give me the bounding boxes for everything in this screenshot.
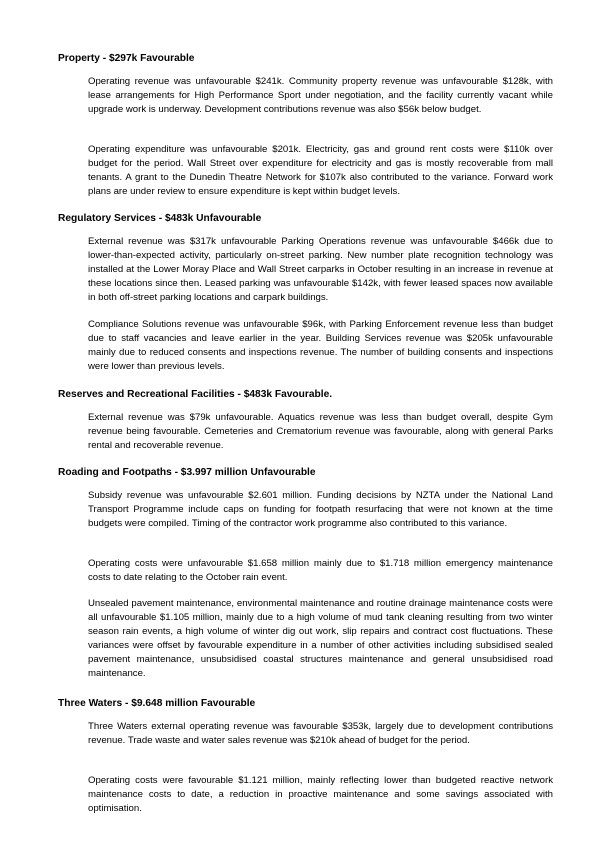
section-heading-three-waters: Three Waters - $9.648 million Favourable bbox=[58, 698, 256, 709]
paragraph-reserves-revenue: External revenue was $79k unfavourable. Aquatics revenue was less than budget overall, despite Gym revenue being favourable. Cemeteries and Crematorium revenue was favourable, along with general Parks rental and recoverable revenue. bbox=[88, 412, 553, 451]
paragraph-regulatory-external-revenue: External revenue was $317k unfavourable Parking Operations revenue was unfavourable $466k due to lower-than-expected activity, particularly on-street parking. New number plate recognition technology was installed at the Lower Moray Place and Wall Street carparks in October resulting in an increase in revenue at these locations since then. Leased parking was unfavourable $142k, with fewer leased spaces now available in both off-street parking locations and carpark buildings. bbox=[88, 236, 553, 303]
section-heading-property: Property - $297k Favourable bbox=[58, 53, 195, 64]
paragraph-property-revenue: Operating revenue was unfavourable $241k. Community property revenue was unfavourable $128k, with lease arrangements for High Performance Sport under negotiation, and the facility currently vacant while upgrade work is underway. Development contributions revenue was also $56k below budget. bbox=[88, 76, 553, 115]
paragraph-roading-operating-costs: Operating costs were unfavourable $1.658 million mainly due to $1.718 million emergency maintenance costs to date relating to the October rain event. bbox=[88, 558, 553, 583]
section-heading-regulatory-services: Regulatory Services - $483k Unfavourable bbox=[58, 213, 262, 224]
paragraph-regulatory-compliance: Compliance Solutions revenue was unfavourable $96k, with Parking Enforcement revenue less than budget due to staff vacancies and leave earlier in the year. Building Services revenue was $205k unfavourable mainly due to reduced consents and inspections revenue. The number of building consents and inspections were lower than previous levels. bbox=[88, 319, 553, 372]
paragraph-roading-maintenance: Unsealed pavement maintenance, environmental maintenance and routine drainage maintenance costs were all unfavourable $1.105 million, mainly due to a high volume of mud tank cleaning resulting from two winter season rain events, a high volume of winter dig out work, slip repairs and contract cost fluctuations. These variances were offset by favourable expenditure in a number of other activities including subsidised sealed pavement maintenance, unsubsidised coastal structures maintenance and general unsubsidised road maintenance. bbox=[88, 598, 553, 679]
paragraph-roading-subsidy: Subsidy revenue was unfavourable $2.601 million. Funding decisions by NZTA under the National Land Transport Programme include caps on funding for footpath resurfacing that were not known at the time budgets were compiled. Timing of the contractor work programme also contributed to this variance. bbox=[88, 490, 553, 529]
paragraph-property-expenditure: Operating expenditure was unfavourable $201k. Electricity, gas and ground rent costs were $110k over budget for the period. Wall Street over expenditure for electricity and gas is mostly recoverable from mall tenants. A grant to the Dunedin Theatre Network for $107k also contributed to the variance. Forward work plans are under review to ensure expenditure is kept within budget levels. bbox=[88, 144, 553, 197]
section-heading-reserves-recreation: Reserves and Recreational Facilities - $483k Favourable. bbox=[58, 389, 333, 400]
section-heading-roading-footpaths: Roading and Footpaths - $3.997 million Unfavourable bbox=[58, 467, 316, 478]
paragraph-three-waters-operating-costs: Operating costs were favourable $1.121 million, mainly reflecting lower than budgeted reactive network maintenance costs to date, a reduction in proactive maintenance and some savings associated with optimisation. bbox=[88, 775, 553, 814]
paragraph-three-waters-revenue: Three Waters external operating revenue was favourable $353k, largely due to development contributions revenue. Trade waste and water sales revenue was $210k ahead of budget for the period. bbox=[88, 721, 553, 746]
